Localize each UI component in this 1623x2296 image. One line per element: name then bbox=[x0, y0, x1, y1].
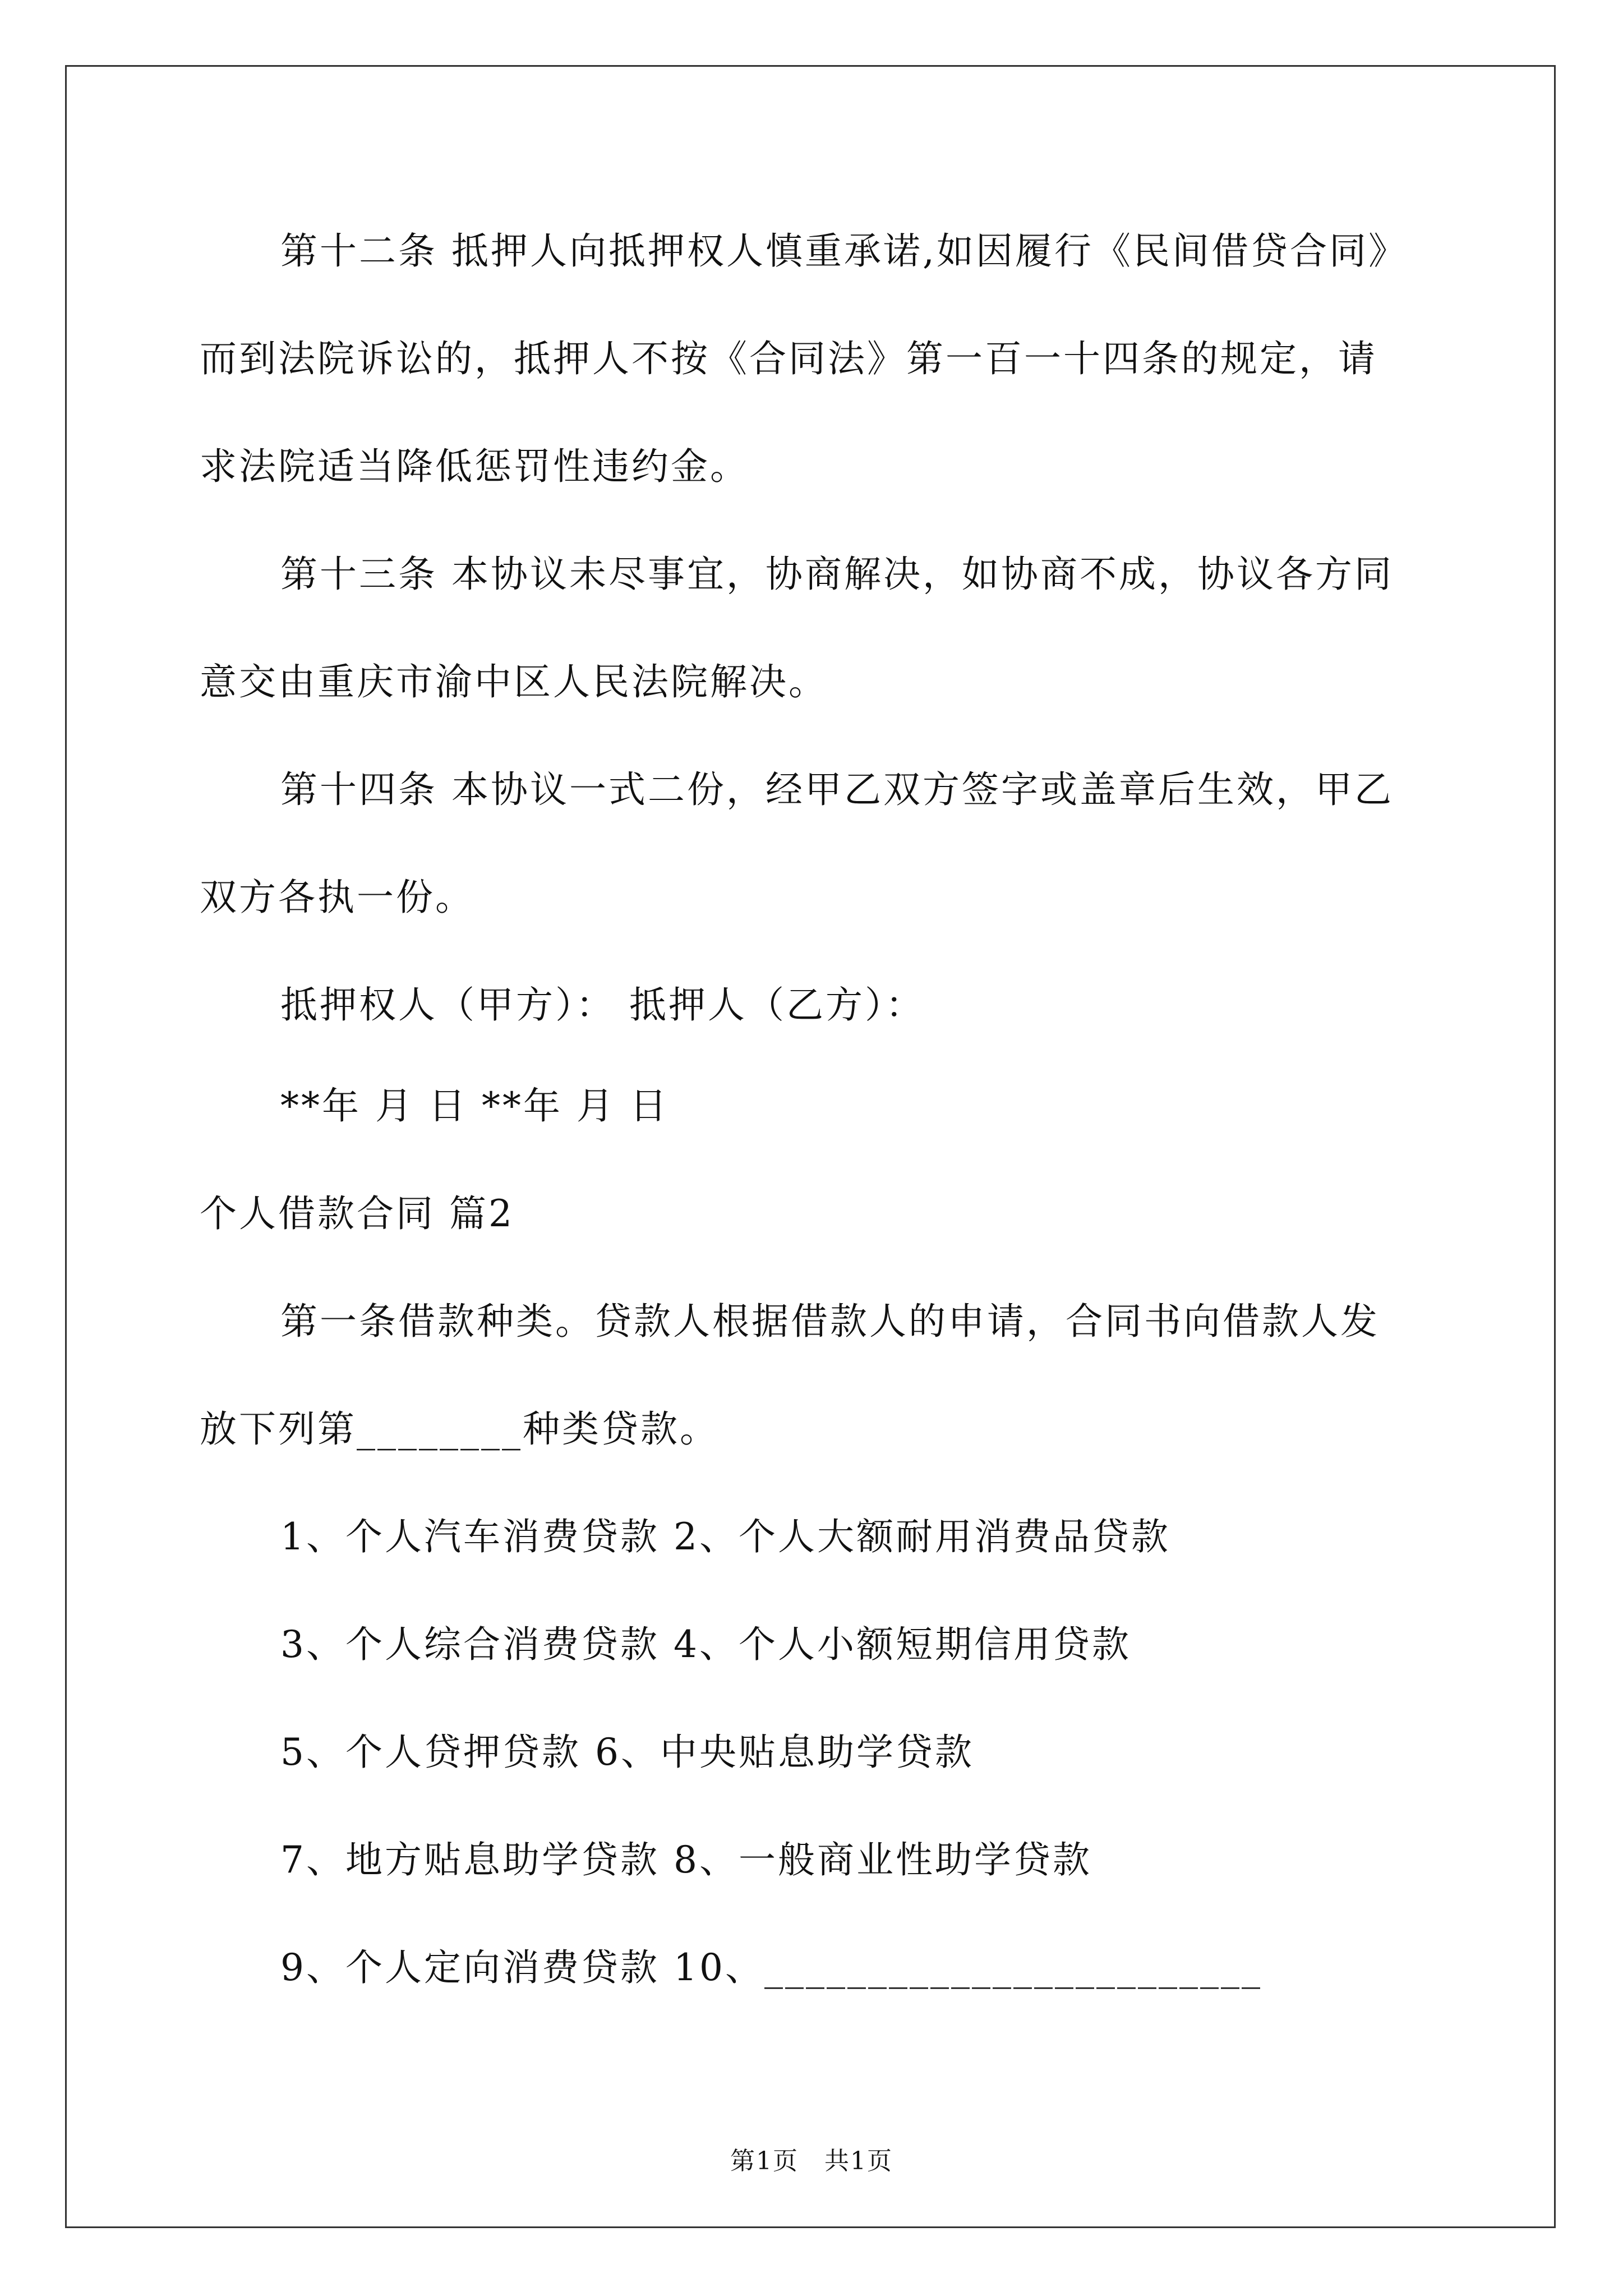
loan-type-list-item: 5、个人贷押贷款 6、中央贴息助学贷款 bbox=[280, 1731, 974, 1774]
paragraph-article-12-line-3: 求法院适当降低惩罚性违约金。 bbox=[200, 445, 749, 488]
loan-type-list-item: 9、个人定向消费贷款 10、________________________ bbox=[280, 1946, 1262, 1989]
loan-type-list-item: 3、个人综合消费贷款 4、个人小额短期信用贷款 bbox=[280, 1623, 1131, 1666]
signature-parties-line: 抵押权人（甲方）： 抵押人（乙方）： bbox=[280, 983, 925, 1027]
paragraph-article-13-line-2: 意交由重庆市渝中区人民法院解决。 bbox=[200, 660, 828, 703]
paragraph-article-1-line-1: 第一条借款种类。贷款人根据借款人的申请，合同书向借款人发 bbox=[280, 1300, 1380, 1343]
signature-date-line: **年 月 日 **年 月 日 bbox=[280, 1084, 669, 1128]
section-heading: 个人借款合同 篇2 bbox=[200, 1192, 514, 1235]
paragraph-article-13-line-1: 第十三条 本协议未尽事宜，协商解决，如协商不成，协议各方同 bbox=[280, 553, 1394, 596]
paragraph-article-12-line-2: 而到法院诉讼的，抵押人不按《合同法》第一百一十四条的规定，请 bbox=[200, 337, 1377, 380]
paragraph-article-1-line-2: 放下列第________种类贷款。 bbox=[200, 1407, 719, 1451]
paragraph-article-12-line-1: 第十二条 抵押人向抵押权人慎重承诺,如因履行《民间借贷合同》 bbox=[280, 229, 1408, 273]
loan-type-list-item: 1、个人汽车消费贷款 2、个人大额耐用消费品贷款 bbox=[280, 1515, 1170, 1558]
page-border bbox=[65, 65, 1556, 2228]
loan-type-list-item: 7、地方贴息助学贷款 8、一般商业性助学贷款 bbox=[280, 1838, 1092, 1881]
page-footer: 第1页 共1页 bbox=[730, 2147, 893, 2175]
paragraph-article-14-line-1: 第十四条 本协议一式二份，经甲乙双方签字或盖章后生效，甲乙 bbox=[280, 768, 1394, 811]
paragraph-article-14-line-2: 双方各执一份。 bbox=[200, 876, 474, 919]
